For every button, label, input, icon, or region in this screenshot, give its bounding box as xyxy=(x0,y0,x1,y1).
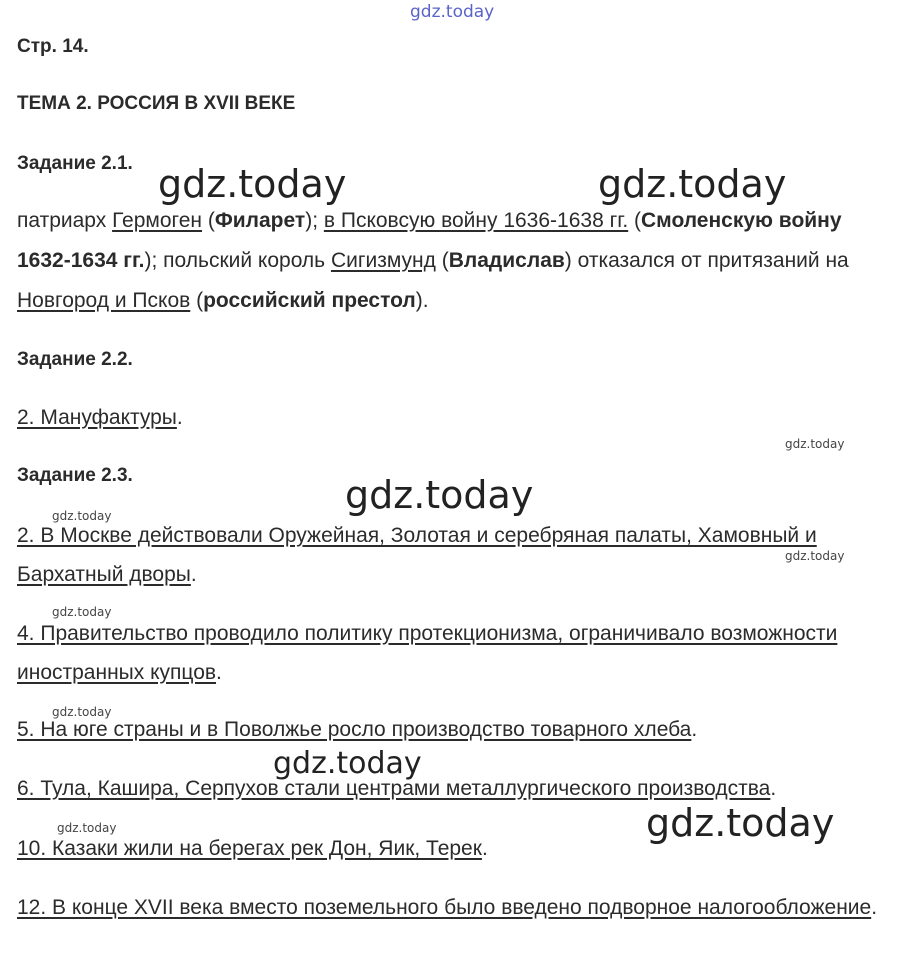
topic-title: ТЕМА 2. РОССИЯ В XVII ВЕКЕ xyxy=(17,93,296,114)
watermark: gdz.today xyxy=(158,162,347,206)
watermark-small: gdz.today xyxy=(785,549,845,563)
watermark-small: gdz.today xyxy=(52,509,112,523)
task-2-3-answer-item: 2. В Москве действовали Оружейная, Золотая и серебряная палаты, Хамовный и Бархатный дворы. xyxy=(17,524,817,586)
task-2-1-answer: патриарх Гермоген (Филарет); в Псковсую войну 1636-1638 гг. (Смоленскую войну 1632-1634 гг.); польский король Сигизмунд (Владислав) отказался от притязаний на Новгород и Псков (российский престол). xyxy=(17,209,849,312)
task-2-3-answer-item: 5. На юге страны и в Поволжье росло производство товарного хлеба. xyxy=(17,718,698,741)
watermark-top: gdz.today xyxy=(410,2,495,22)
watermark-small: gdz.today xyxy=(785,437,845,451)
task-2-2-answer: 2. Мануфактуры. xyxy=(17,406,183,429)
task-title: Задание 2.2. xyxy=(17,349,133,370)
task-2-3-answer-item: 4. Правительство проводило политику протекционизма, ограничивало возможности иностранных купцов. xyxy=(17,622,838,684)
watermark: gdz.today xyxy=(646,801,835,845)
task-title: Задание 2.1. xyxy=(17,153,133,174)
task-2-3-answer-item: 6. Тула, Кашира, Серпухов стали центрами металлургического производства. xyxy=(17,777,777,800)
watermark: gdz.today xyxy=(598,162,787,206)
watermark-small: gdz.today xyxy=(52,605,112,619)
task-2-3-answer-item: 10. Казаки жили на берегах рек Дон, Яик, Терек. xyxy=(17,837,488,860)
watermark: gdz.today xyxy=(273,746,422,781)
task-2-3-answer-item: 12. В конце XVII века вместо поземельного было введено подворное налогообложение. xyxy=(17,896,878,919)
page-reference: Стр. 14. xyxy=(17,36,89,57)
watermark: gdz.today xyxy=(345,473,534,517)
watermark-small: gdz.today xyxy=(52,705,112,719)
watermark-small: gdz.today xyxy=(57,821,117,835)
task-title: Задание 2.3. xyxy=(17,465,133,486)
